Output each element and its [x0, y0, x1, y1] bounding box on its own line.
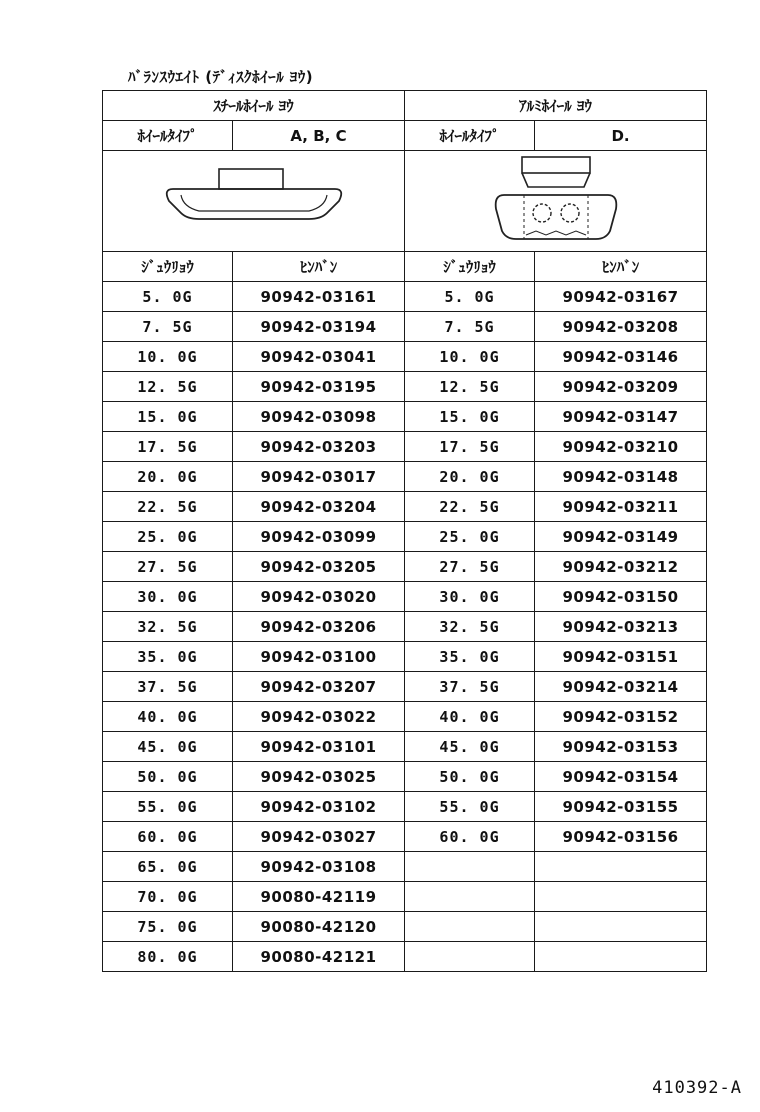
- steel-part-number-cell: 90942-03100: [233, 642, 405, 672]
- alum-wheel-type-value: D.: [535, 121, 707, 151]
- alum-part-number-cell: [535, 942, 707, 972]
- steel-part-number-cell: 90080-42121: [233, 942, 405, 972]
- group-header-row: [103, 91, 707, 121]
- table-row: [103, 702, 707, 732]
- alum-weight-cell: 27. 5G: [405, 552, 535, 582]
- steel-weight-cell: 27. 5G: [103, 552, 233, 582]
- alum-part-number-cell: 90942-03154: [535, 762, 707, 792]
- alum-part-number-cell: [535, 852, 707, 882]
- alum-weight-cell: 37. 5G: [405, 672, 535, 702]
- steel-part-number-cell: 90942-03194: [233, 312, 405, 342]
- alum-weight-cell: 25. 0G: [405, 522, 535, 552]
- table-row: [103, 312, 707, 342]
- steel-weight-cell: 32. 5G: [103, 612, 233, 642]
- alum-wheel-type-label: ﾎｲｰﾙﾀｲﾌﾟ: [405, 121, 535, 151]
- alum-weight-cell: 15. 0G: [405, 402, 535, 432]
- alum-weight-cell: 50. 0G: [405, 762, 535, 792]
- table-row: [103, 912, 707, 942]
- figure-code: 410392-A: [652, 1078, 742, 1098]
- alum-part-number-cell: 90942-03147: [535, 402, 707, 432]
- alum-weight-cell: [405, 852, 535, 882]
- steel-weight-cell: 10. 0G: [103, 342, 233, 372]
- alum-weight-cell: 12. 5G: [405, 372, 535, 402]
- table-row: [103, 942, 707, 972]
- steel-weight-cell: 12. 5G: [103, 372, 233, 402]
- alum-part-number-cell: 90942-03149: [535, 522, 707, 552]
- steel-weight-cell: 65. 0G: [103, 852, 233, 882]
- steel-part-number-cell: 90942-03022: [233, 702, 405, 732]
- steel-weight-cell: 22. 5G: [103, 492, 233, 522]
- alum-weight-cell: 45. 0G: [405, 732, 535, 762]
- steel-weight-cell: 5. 0G: [103, 282, 233, 312]
- alum-part-number-cell: 90942-03152: [535, 702, 707, 732]
- table-row: [103, 852, 707, 882]
- steel-part-col-header: ﾋﾝﾊﾞﾝ: [233, 252, 405, 282]
- alum-part-number-cell: 90942-03210: [535, 432, 707, 462]
- steel-weight-cell: 20. 0G: [103, 462, 233, 492]
- alum-part-col-header: ﾋﾝﾊﾞﾝ: [535, 252, 707, 282]
- steel-weight-col-header: ｼﾞｭｳﾘｮｳ: [103, 252, 233, 282]
- alum-part-number-cell: 90942-03150: [535, 582, 707, 612]
- table-row: [103, 582, 707, 612]
- steel-weight-cell: 50. 0G: [103, 762, 233, 792]
- steel-weight-cell: 35. 0G: [103, 642, 233, 672]
- steel-part-number-cell: 90942-03041: [233, 342, 405, 372]
- steel-weight-cell: 17. 5G: [103, 432, 233, 462]
- steel-wheel-type-label: ﾎｲｰﾙﾀｲﾌﾟ: [103, 121, 233, 151]
- steel-part-number-cell: 90942-03017: [233, 462, 405, 492]
- alum-weight-cell: [405, 882, 535, 912]
- steel-weight-cell: 40. 0G: [103, 702, 233, 732]
- alum-part-number-cell: [535, 912, 707, 942]
- table-row: [103, 672, 707, 702]
- steel-part-number-cell: 90942-03099: [233, 522, 405, 552]
- steel-part-number-cell: 90942-03098: [233, 402, 405, 432]
- alum-weight-col-header: ｼﾞｭｳﾘｮｳ: [405, 252, 535, 282]
- alum-weight-cell: [405, 942, 535, 972]
- steel-part-number-cell: 90080-42119: [233, 882, 405, 912]
- table-row: [103, 282, 707, 312]
- steel-weight-cell: 15. 0G: [103, 402, 233, 432]
- table-row: [103, 522, 707, 552]
- table-row: [103, 492, 707, 522]
- steel-weight-cell: 45. 0G: [103, 732, 233, 762]
- alum-weight-cell: 5. 0G: [405, 282, 535, 312]
- steel-part-number-cell: 90942-03203: [233, 432, 405, 462]
- steel-weight-cell: 37. 5G: [103, 672, 233, 702]
- steel-part-number-cell: 90942-03108: [233, 852, 405, 882]
- steel-balance-weight-icon: [159, 161, 349, 241]
- table-row: [103, 552, 707, 582]
- alum-weight-cell: 17. 5G: [405, 432, 535, 462]
- table-row: [103, 372, 707, 402]
- alum-part-number-cell: 90942-03212: [535, 552, 707, 582]
- table-row: [103, 882, 707, 912]
- steel-weight-cell: 60. 0G: [103, 822, 233, 852]
- table-row: [103, 432, 707, 462]
- alum-weight-cell: 40. 0G: [405, 702, 535, 732]
- steel-weight-cell: 55. 0G: [103, 792, 233, 822]
- balance-weight-table: [102, 90, 707, 972]
- alum-part-number-cell: 90942-03214: [535, 672, 707, 702]
- alum-part-number-cell: 90942-03211: [535, 492, 707, 522]
- alum-part-number-cell: 90942-03213: [535, 612, 707, 642]
- alum-part-number-cell: 90942-03167: [535, 282, 707, 312]
- alum-weight-cell: 55. 0G: [405, 792, 535, 822]
- steel-weight-cell: 7. 5G: [103, 312, 233, 342]
- wheel-type-row: [103, 121, 707, 151]
- alum-weight-cell: 60. 0G: [405, 822, 535, 852]
- alum-part-number-cell: 90942-03146: [535, 342, 707, 372]
- steel-part-number-cell: 90942-03161: [233, 282, 405, 312]
- steel-part-number-cell: 90942-03205: [233, 552, 405, 582]
- steel-part-number-cell: 90942-03020: [233, 582, 405, 612]
- steel-weight-cell: 70. 0G: [103, 882, 233, 912]
- alum-weight-cell: [405, 912, 535, 942]
- table-row: [103, 402, 707, 432]
- alum-part-number-cell: 90942-03151: [535, 642, 707, 672]
- table-row: [103, 342, 707, 372]
- steel-part-number-cell: 90942-03102: [233, 792, 405, 822]
- illustration-row: [103, 151, 707, 252]
- alum-part-number-cell: 90942-03209: [535, 372, 707, 402]
- steel-weight-cell: 80. 0G: [103, 942, 233, 972]
- alum-part-number-cell: 90942-03208: [535, 312, 707, 342]
- steel-part-number-cell: 90942-03025: [233, 762, 405, 792]
- steel-part-number-cell: 90080-42120: [233, 912, 405, 942]
- steel-wheel-header: ｽﾁｰﾙﾎｲｰﾙ ﾖｳ: [103, 91, 405, 121]
- page-title: ﾊﾞﾗﾝｽｳｴｲﾄ (ﾃﾞｨｽｸﾎｲｰﾙ ﾖｳ): [128, 68, 314, 86]
- steel-part-number-cell: 90942-03207: [233, 672, 405, 702]
- steel-part-number-cell: 90942-03101: [233, 732, 405, 762]
- alum-weight-cell: 32. 5G: [405, 612, 535, 642]
- alum-part-number-cell: [535, 882, 707, 912]
- alum-weight-cell: 35. 0G: [405, 642, 535, 672]
- steel-part-number-cell: 90942-03027: [233, 822, 405, 852]
- alum-part-number-cell: 90942-03155: [535, 792, 707, 822]
- steel-weight-cell: 25. 0G: [103, 522, 233, 552]
- table-row: [103, 642, 707, 672]
- alum-balance-weight-icon: [486, 151, 626, 251]
- steel-weight-illustration: [103, 151, 405, 252]
- table-row: [103, 822, 707, 852]
- steel-weight-cell: 75. 0G: [103, 912, 233, 942]
- alum-weight-cell: 20. 0G: [405, 462, 535, 492]
- alum-wheel-header: ｱﾙﾐﾎｲｰﾙ ﾖｳ: [405, 91, 707, 121]
- alum-weight-illustration: [405, 151, 707, 252]
- alum-weight-cell: 7. 5G: [405, 312, 535, 342]
- alum-part-number-cell: 90942-03153: [535, 732, 707, 762]
- alum-weight-cell: 30. 0G: [405, 582, 535, 612]
- table-row: [103, 612, 707, 642]
- steel-wheel-type-value: A, B, C: [233, 121, 405, 151]
- steel-part-number-cell: 90942-03204: [233, 492, 405, 522]
- alum-part-number-cell: 90942-03156: [535, 822, 707, 852]
- alum-weight-cell: 22. 5G: [405, 492, 535, 522]
- table-row: [103, 792, 707, 822]
- steel-weight-cell: 30. 0G: [103, 582, 233, 612]
- table-row: [103, 762, 707, 792]
- steel-part-number-cell: 90942-03206: [233, 612, 405, 642]
- table-row: [103, 462, 707, 492]
- alum-weight-cell: 10. 0G: [405, 342, 535, 372]
- steel-part-number-cell: 90942-03195: [233, 372, 405, 402]
- column-header-row: [103, 252, 707, 282]
- alum-part-number-cell: 90942-03148: [535, 462, 707, 492]
- table-row: [103, 732, 707, 762]
